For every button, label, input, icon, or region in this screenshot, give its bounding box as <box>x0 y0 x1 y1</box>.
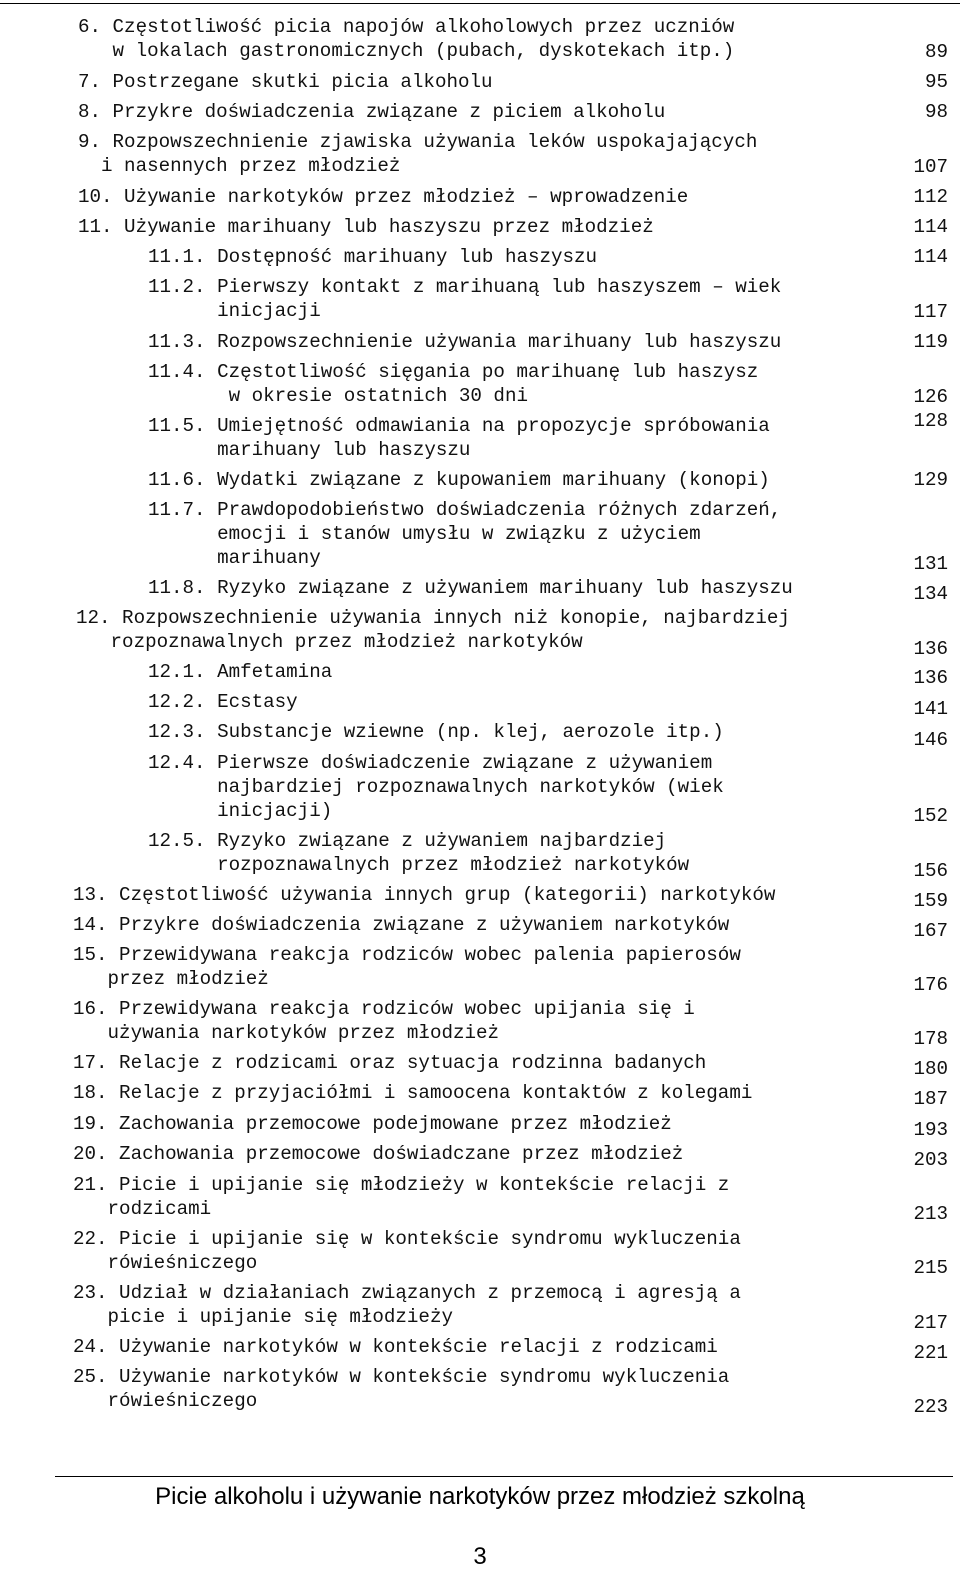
toc-entry-line: rówieśniczego <box>73 1252 258 1274</box>
toc-entry-line: rozpoznawalnych przez młodzież narkotyków <box>148 854 690 876</box>
toc-entry-title <box>148 720 724 744</box>
toc-entry-line: 13. Częstotliwość używania innych grup (kategorii) narkotyków <box>73 884 776 906</box>
toc-entry-page: 221 <box>913 1342 948 1364</box>
footer-rule <box>55 1476 953 1477</box>
toc-entry-line: inicjacji) <box>148 800 333 822</box>
toc-entry-title <box>148 498 781 570</box>
toc-entry-page: 146 <box>913 729 948 751</box>
toc-entry-title <box>73 883 775 907</box>
toc-entry-title <box>73 1112 672 1136</box>
toc-entry-title <box>73 1142 683 1166</box>
toc-entry-line: 12.4. Pierwsze doświadczenie związane z używaniem <box>148 752 713 774</box>
toc-entry-line: 15. Przewidywana reakcja rodziców wobec palenia papierosów <box>73 944 741 966</box>
toc-entry-line: 6. Częstotliwość picia napojów alkoholowych przez uczniów <box>78 16 735 38</box>
toc-entry-title <box>73 1365 729 1413</box>
toc-entry-title <box>73 1051 706 1075</box>
toc-entry-page: 203 <box>913 1149 948 1171</box>
toc-entry-line: emocji i stanów umysłu w związku z użyciem <box>148 523 701 545</box>
toc-entry-page: 136 <box>913 667 948 689</box>
toc-entry-line: rówieśniczego <box>73 1390 258 1412</box>
toc-entry-title <box>148 829 689 877</box>
toc-entry-title <box>73 943 741 991</box>
toc-entry-page: 98 <box>924 101 948 123</box>
toc-entry-page: 152 <box>913 805 948 827</box>
toc-entry-title <box>78 15 734 63</box>
toc-entry-page: 95 <box>924 71 948 93</box>
toc-entry-line: i nasennych przez młodzież <box>78 155 401 177</box>
toc-entry-line: 9. Rozpowszechnienie zjawiska używania leków uspokajających <box>78 131 758 153</box>
toc-entry-page: 223 <box>913 1396 948 1418</box>
toc-entry-line: 21. Picie i upijanie się młodzieży w kontekście relacji z <box>73 1174 730 1196</box>
toc-entry-page: 159 <box>913 890 948 912</box>
toc-entry-line: 16. Przewidywana reakcja rodziców wobec upijania się i <box>73 998 695 1020</box>
toc-entry-page: 131 <box>913 553 948 575</box>
toc-entry-line: 22. Picie i upijanie się w kontekście syndromu wykluczenia <box>73 1228 741 1250</box>
toc-entry-line: 11.2. Pierwszy kontakt z marihuaną lub haszyszem – wiek <box>148 276 782 298</box>
toc-entry-line: 11.6. Wydatki związane z kupowaniem marihuany (konopi) <box>148 469 770 491</box>
toc-entry-page: 180 <box>913 1058 948 1080</box>
toc-entry-title <box>148 245 597 269</box>
toc-entry-title <box>148 414 770 462</box>
toc-entry-title <box>73 1281 741 1329</box>
toc-entry-page: 114 <box>913 246 948 268</box>
toc-entry-title <box>148 275 781 323</box>
toc-entry-title <box>148 576 793 600</box>
toc-entry-page: 112 <box>913 186 948 208</box>
toc-entry-title <box>73 1081 752 1105</box>
toc-entry-line: 18. Relacje z przyjaciółmi i samoocena kontaktów z kolegami <box>73 1082 753 1104</box>
toc-entry-line: 25. Używanie narkotyków w kontekście syndromu wykluczenia <box>73 1366 730 1388</box>
toc-entry-line: używania narkotyków przez młodzież <box>73 1022 500 1044</box>
toc-entry-line: 20. Zachowania przemocowe doświadczane przez młodzież <box>73 1143 684 1165</box>
toc-entry-line: 11. Używanie marihuany lub haszyszu przez młodzież <box>78 216 654 238</box>
toc-entry-line: inicjacji <box>148 300 321 322</box>
toc-entry-title <box>73 1335 718 1359</box>
toc-entry-page: 156 <box>913 860 948 882</box>
toc-entry-line: 14. Przykre doświadczenia związane z używaniem narkotyków <box>73 914 730 936</box>
toc-entry-line: w okresie ostatnich 30 dni <box>148 385 528 407</box>
toc-entry-line: 19. Zachowania przemocowe podejmowane przez młodzież <box>73 1113 672 1135</box>
toc-entry-line: 10. Używanie narkotyków przez młodzież – wprowadzenie <box>78 186 689 208</box>
toc-entry-page: 141 <box>913 698 948 720</box>
toc-entry-page: 129 <box>913 469 948 491</box>
toc-entry-line: 8. Przykre doświadczenia związane z piciem alkoholu <box>78 101 666 123</box>
toc-entry-line: 12. Rozpowszechnienie używania innych niż konopie, najbardziej <box>76 607 790 629</box>
toc-entry-title <box>148 468 770 492</box>
toc-entry-title <box>78 100 665 124</box>
toc-entry-line: marihuany <box>148 547 321 569</box>
toc-entry-title <box>73 1173 729 1221</box>
toc-entry-title <box>78 185 688 209</box>
toc-entry-line: 23. Udział w działaniach związanych z przemocą i agresją a <box>73 1282 741 1304</box>
toc-entry-line: 11.8. Ryzyko związane z używaniem marihuany lub haszyszu <box>148 577 793 599</box>
toc-entry-page: 117 <box>913 301 948 323</box>
toc-entry-title <box>73 913 729 937</box>
toc-entry-line: 12.5. Ryzyko związane z używaniem najbardziej <box>148 830 667 852</box>
page-number: 3 <box>473 1543 487 1570</box>
toc-entry-page: 128 <box>913 410 948 432</box>
toc-entry-line: 11.4. Częstotliwość sięgania po marihuanę lub haszysz <box>148 361 759 383</box>
toc-entry-title <box>148 660 332 684</box>
toc-entry-line: 11.5. Umiejętność odmawiania na propozycje spróbowania <box>148 415 770 437</box>
toc-entry-line: 7. Postrzegane skutki picia alkoholu <box>78 71 493 93</box>
toc-entry-page: 167 <box>913 920 948 942</box>
toc-entry-title <box>148 751 724 823</box>
toc-entry-line: 11.7. Prawdopodobieństwo doświadczenia różnych zdarzeń, <box>148 499 782 521</box>
toc-entry-title <box>78 215 654 239</box>
toc-entry-line: 12.2. Ecstasy <box>148 691 298 713</box>
toc-entry-page: 215 <box>913 1257 948 1279</box>
toc-entry-line: 11.1. Dostępność marihuany lub haszyszu <box>148 246 598 268</box>
toc-entry-title <box>148 690 298 714</box>
toc-entry-line: rozpoznawalnych przez młodzież narkotyków <box>76 631 583 653</box>
footer-title: Picie alkoholu i używanie narkotyków przez młodzież szkolną <box>155 1483 805 1510</box>
toc-entry-title <box>76 606 790 654</box>
toc-entry-page: 193 <box>913 1119 948 1141</box>
toc-entry-line: picie i upijanie się młodzieży <box>73 1306 453 1328</box>
toc-entry-page: 187 <box>913 1088 948 1110</box>
toc-entry-line: 24. Używanie narkotyków w kontekście relacji z rodzicami <box>73 1336 718 1358</box>
toc-entry-page: 178 <box>913 1028 948 1050</box>
toc-entry-title <box>78 130 757 178</box>
toc-entry-title <box>73 1227 741 1275</box>
toc-entry-page: 126 <box>913 386 948 408</box>
top-rule <box>0 3 960 4</box>
toc-entry-page: 217 <box>913 1312 948 1334</box>
toc-entry-title <box>148 330 781 354</box>
toc-entry-title <box>148 360 758 408</box>
toc-entry-page: 107 <box>913 156 948 178</box>
toc-entry-page: 89 <box>924 41 948 63</box>
toc-entry-line: marihuany lub haszyszu <box>148 439 471 461</box>
toc-entry-title <box>78 70 493 94</box>
toc-entry-page: 176 <box>913 974 948 996</box>
toc-entry-line: 17. Relacje z rodzicami oraz sytuacja rodzinna badanych <box>73 1052 707 1074</box>
toc-entry-line: 11.3. Rozpowszechnienie używania marihuany lub haszyszu <box>148 331 782 353</box>
toc-entry-title <box>73 997 695 1045</box>
toc-entry-page: 213 <box>913 1203 948 1225</box>
toc-entry-line: najbardziej rozpoznawalnych narkotyków (wiek <box>148 776 724 798</box>
toc-entry-line: w lokalach gastronomicznych (pubach, dyskotekach itp.) <box>78 40 735 62</box>
toc-entry-page: 136 <box>913 638 948 660</box>
toc-entry-page: 114 <box>913 216 948 238</box>
toc-entry-page: 119 <box>913 331 948 353</box>
toc-entry-page: 134 <box>913 583 948 605</box>
toc-entry-line: 12.1. Amfetamina <box>148 661 333 683</box>
toc-entry-line: 12.3. Substancje wziewne (np. klej, aerozole itp.) <box>148 721 724 743</box>
toc-entry-line: rodzicami <box>73 1198 212 1220</box>
toc-entry-line: przez młodzież <box>73 968 269 990</box>
